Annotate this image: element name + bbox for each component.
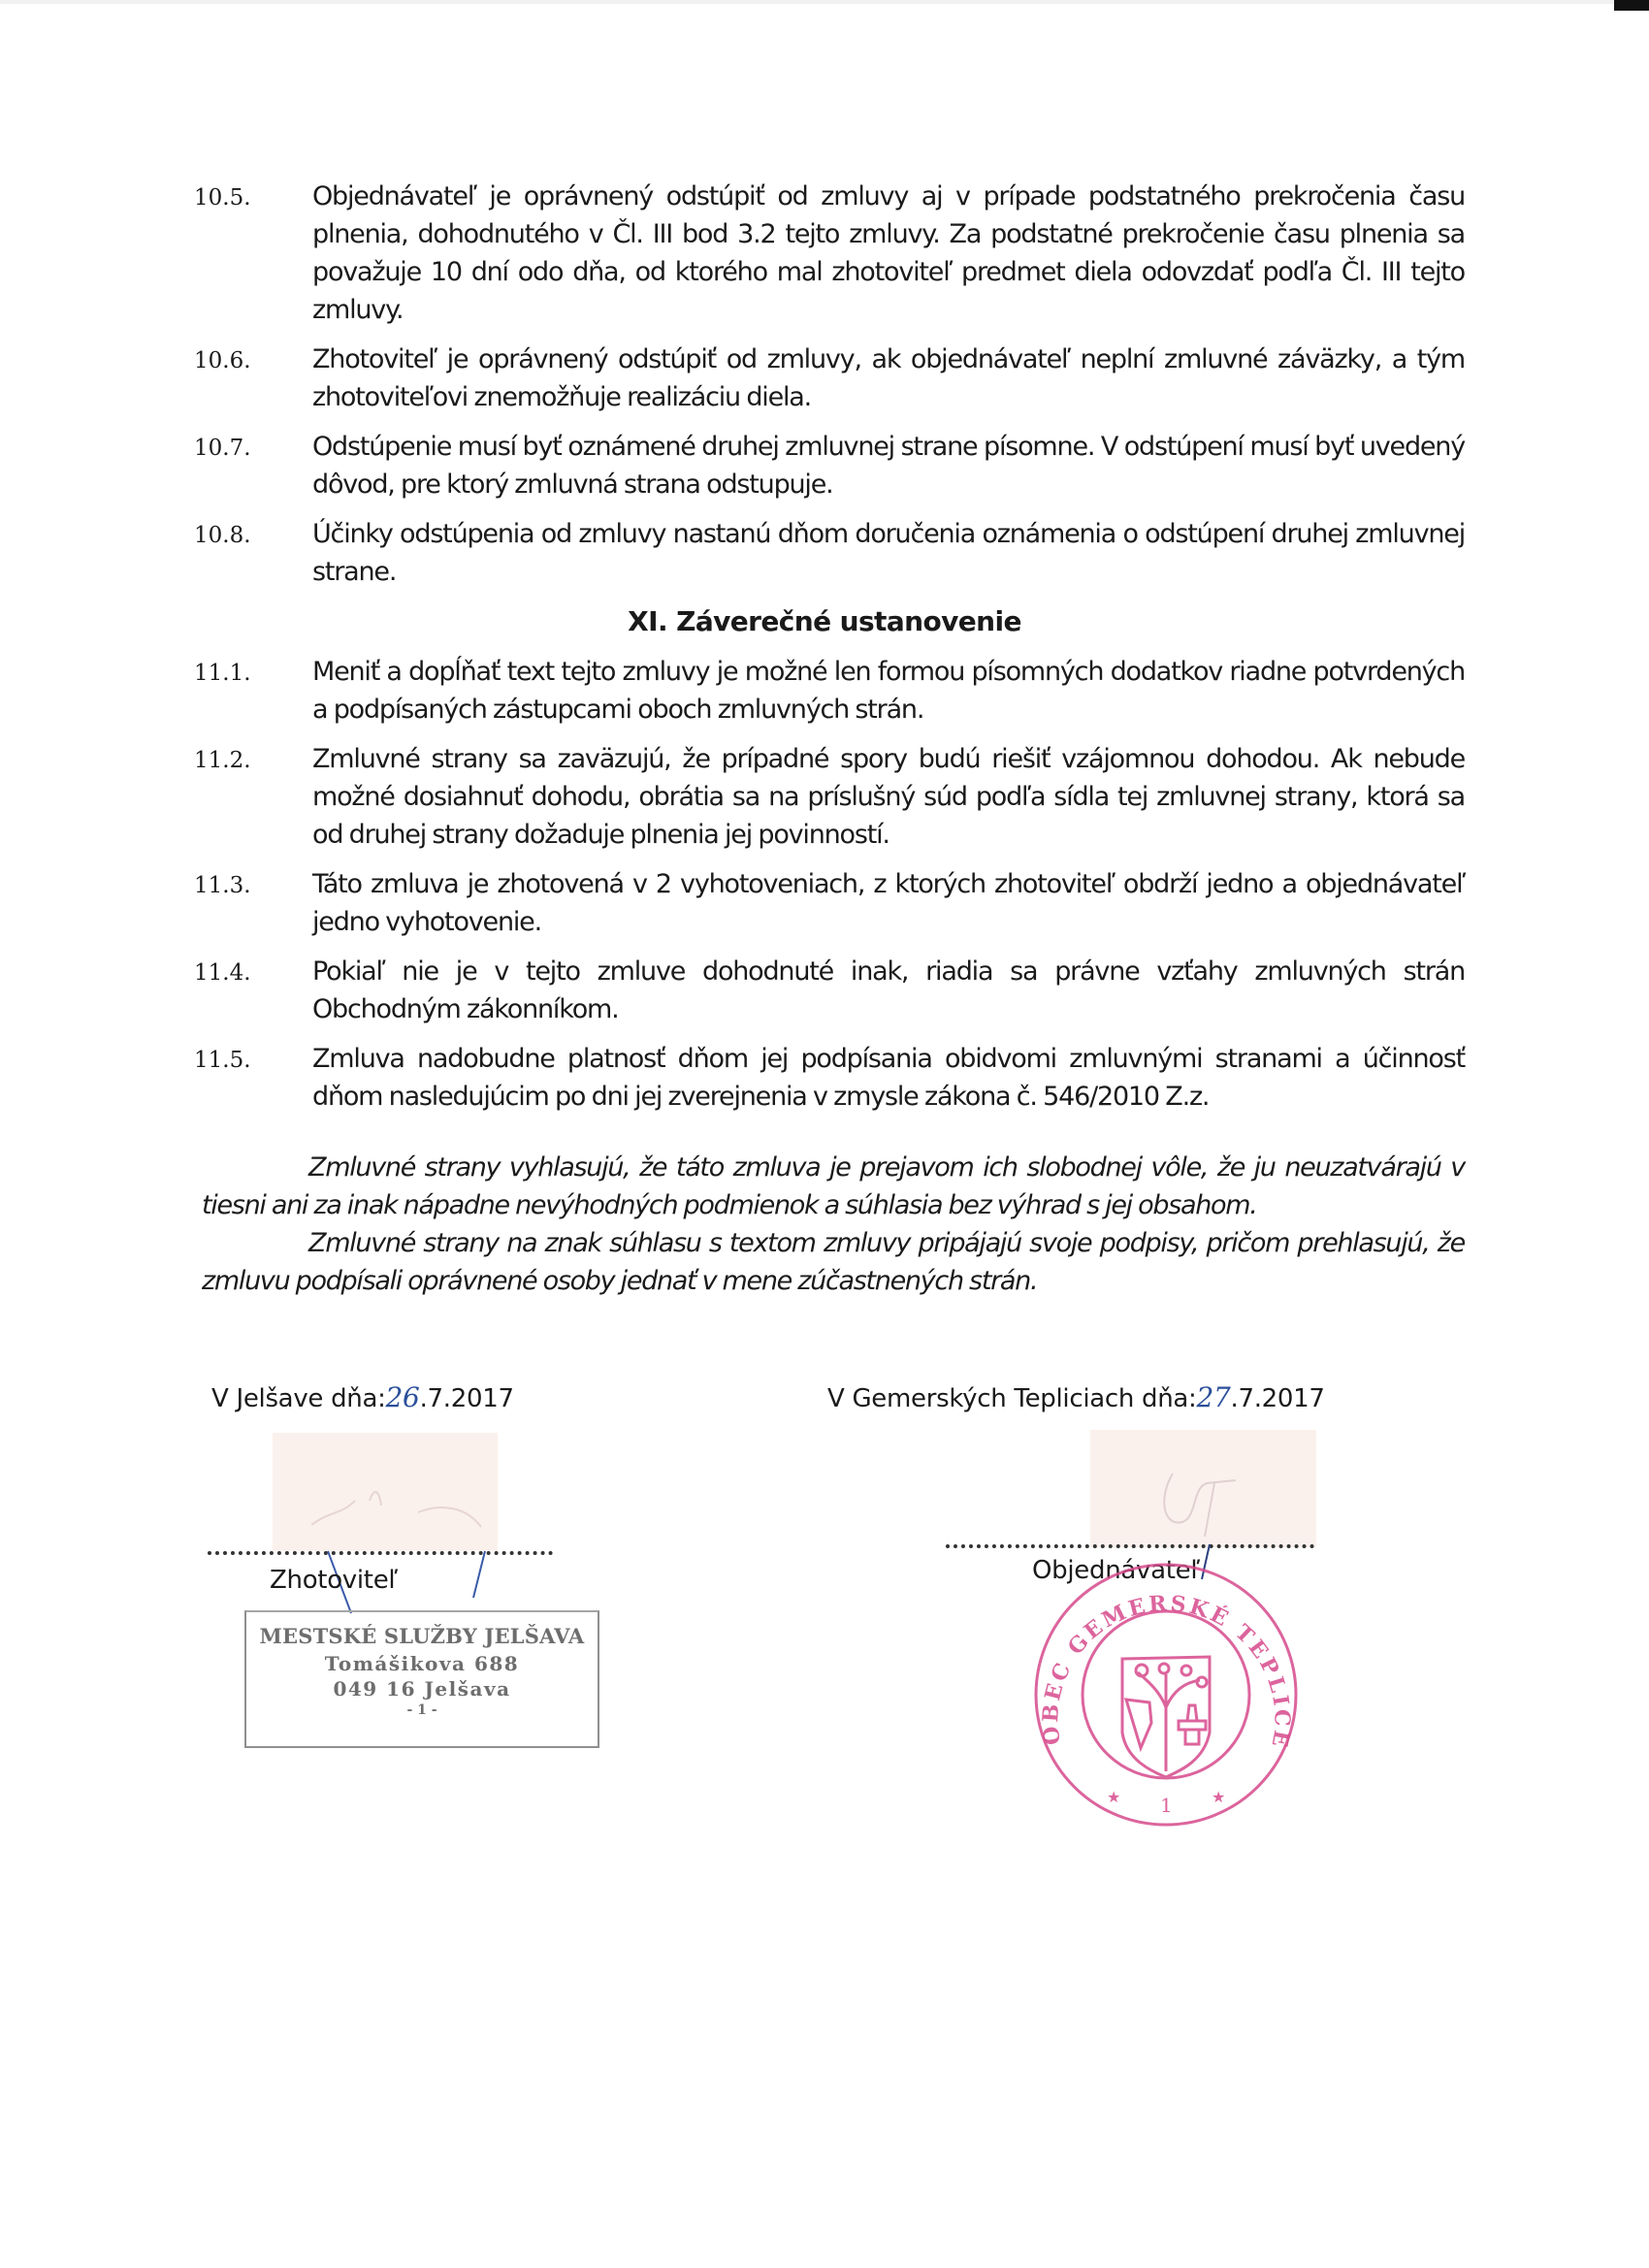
scan-corner-mark: [1614, 0, 1649, 11]
clause-text: Zmluvné strany sa zaväzujú, že prípadné spory budú riešiť vzájomnou dohodou. Ak nebude možné dosiahnuť dohodu, obrátia sa na príslušný súd podľa sídla tej zmluvnej strany, ktorá sa od druhej strany dožaduje plnenia jej povinností.: [312, 744, 1465, 850]
clause-11-1: [194, 653, 1465, 729]
clause-text: Táto zmluva je zhotovená v 2 vyhotoveniach, z ktorých zhotoviteľ obdrží jedno a objednávateľ jedno vyhotovenie.: [312, 869, 1465, 937]
clause-number: 11.3.: [194, 873, 251, 898]
clause-text: Pokiaľ nie je v tejto zmluve dohodnuté inak, riadia sa právne vzťahy zmluvných strán Obchodným zákonníkom.: [312, 956, 1465, 1024]
clause-text: Účinky odstúpenia od zmluvy nastanú dňom doručenia oznámenia o odstúpení druhej zmluvnej strane.: [312, 519, 1465, 587]
clause-11-5: [194, 1040, 1465, 1116]
clause-number: 11.5.: [194, 1048, 251, 1073]
left-date-suffix: .7.2017: [419, 1384, 514, 1413]
seal-ring-text: OBEC GEMERSKÉ TEPLICE: [1038, 1590, 1295, 1752]
document-body: [194, 178, 1465, 1817]
stamp-line: 049 16 Jelšava: [333, 1677, 511, 1701]
clause-10-8: [194, 515, 1465, 591]
signature-area: [0, 1381, 1649, 1817]
declaration-paragraph: Zmluvné strany vyhlasujú, že táto zmluva je prejavom ich slobodnej vôle, že ju neuzatvárajú v tiesni ani za inak nápadne nevýhodných podmienok a súhlasia bez výhrad s jej obsahom.: [202, 1152, 1465, 1220]
left-signature-icon: [273, 1433, 498, 1551]
star-icon: ★: [1107, 1788, 1121, 1806]
clause-number: 11.4.: [194, 960, 251, 986]
clause-11-4: [194, 953, 1465, 1028]
clause-10-5: [194, 178, 1465, 329]
right-place: V Gemerských Tepliciach dňa:: [827, 1384, 1197, 1413]
clause-number: 11.1.: [194, 661, 251, 686]
clause-text: Meniť a dopĺňať text tejto zmluvy je možné len formou písomných dodatkov riadne potvrdených a podpísaných zástupcami oboch zmluvných strán.: [312, 657, 1465, 725]
clause-text: Objednávateľ je oprávnený odstúpiť od zmluvy aj v prípade podstatného prekročenia času plnenia, dohodnutého v Čl. III bod 3.2 tejto zmluvy. Za podstatné prekročenie času plnenia sa považuje 10 dní odo dňa, od ktorého mal zhotoviteľ predmet diela odovzdať podľa Čl. III tejto zmluvy.: [312, 181, 1465, 325]
right-signature-icon: [1090, 1430, 1316, 1547]
clause-number: 10.7.: [194, 436, 251, 461]
clause-text: Odstúpenie musí byť oznámené druhej zmluvnej strane písomne. V odstúpení musí byť uvedený dôvod, pre ktorý zmluvná strana odstupuje.: [312, 432, 1465, 500]
clause-10-6: [194, 340, 1465, 416]
right-signature-line: [946, 1544, 1314, 1548]
right-date-suffix: .7.2017: [1230, 1384, 1325, 1413]
municipality-seal: [1033, 1562, 1300, 1829]
clause-number: 11.2.: [194, 748, 251, 773]
declaration-paragraph: Zmluvné strany na znak súhlasu s textom zmluvy pripájajú svoje podpisy, pričom prehlasujú, že zmluvu podpísali oprávnené osoby jednať v mene zúčastnených strán.: [202, 1228, 1465, 1296]
declaration: [202, 1149, 1465, 1300]
right-date-line: [827, 1381, 1325, 1413]
stamp-line: MESTSKÉ SLUŽBY JELŠAVA: [259, 1624, 585, 1648]
left-role-label: Zhotoviteľ: [270, 1566, 398, 1595]
stamp-line: Tomášikova 688: [324, 1652, 520, 1676]
contractor-stamp: [244, 1610, 599, 1748]
clause-text: Zhotoviteľ je oprávnený odstúpiť od zmluvy, ak objednávateľ neplní zmluvné záväzky, a tým zhotoviteľovi znemožňuje realizáciu diela.: [312, 344, 1465, 412]
star-icon: ★: [1212, 1788, 1226, 1806]
section-title: XI. Záverečné ustanovenie: [628, 605, 1021, 637]
left-handwritten-day: 26: [385, 1381, 420, 1413]
left-date-line: [211, 1381, 514, 1413]
clause-number: 10.5.: [194, 185, 251, 211]
scan-top-edge: [0, 0, 1614, 4]
clause-11-3: [194, 865, 1465, 941]
clause-11-2: [194, 740, 1465, 854]
right-role-label: Objednávateľ: [1032, 1556, 1200, 1585]
seal-number: 1: [1160, 1794, 1173, 1817]
clause-number: 10.6.: [194, 348, 251, 373]
stamp-line: - 1 -: [406, 1702, 437, 1719]
left-place: V Jelšave dňa:: [211, 1384, 386, 1413]
clause-10-7: [194, 428, 1465, 503]
right-signature-area: [1090, 1430, 1316, 1547]
left-signature-area: [273, 1433, 498, 1551]
clause-text: Zmluva nadobudne platnosť dňom jej podpísania obidvomi zmluvnými stranami a účinnosť dňom nasledujúcim po dni jej zverejnenia v zmysle zákona č. 546/2010 Z.z.: [312, 1044, 1465, 1112]
clause-number: 10.8.: [194, 523, 251, 548]
right-handwritten-day: 27: [1196, 1381, 1231, 1413]
